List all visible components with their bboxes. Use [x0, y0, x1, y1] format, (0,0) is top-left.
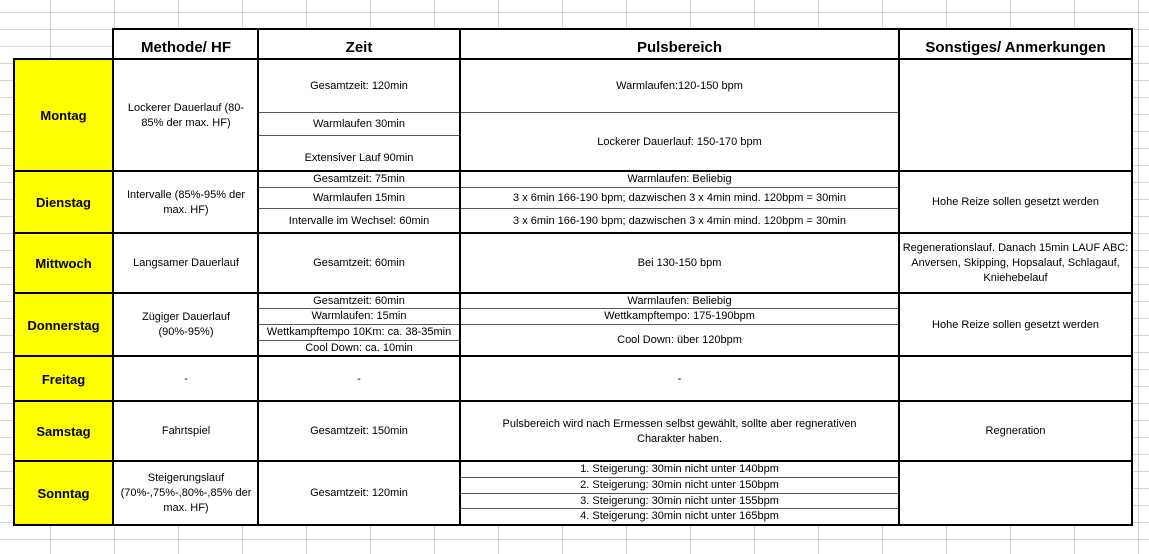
- dienstag-zeit-1: Gesamtzeit: 75min: [258, 172, 460, 188]
- border-after-freitag: [13, 400, 1133, 402]
- day-montag: Montag: [14, 60, 113, 171]
- day-sonntag: Sonntag: [14, 462, 113, 524]
- header-pulsbereich: Pulsbereich: [460, 30, 899, 59]
- border-after-dienstag: [13, 232, 1133, 234]
- border-top-header: [112, 28, 1133, 30]
- sonntag-methode: Steigerungslauf (70%-,75%-,80%-,85% der max. HF): [114, 462, 258, 524]
- donnerstag-puls-3: Cool Down: über 120bpm: [460, 325, 899, 356]
- mittwoch-sonstiges: Regenerationslauf. Danach 15min LAUF ABC: Anversen, Skipping, Hopsalauf, Schlagauf, Kniehebelauf: [899, 234, 1132, 293]
- border-zeit-puls: [459, 28, 461, 526]
- sonntag-puls-1: 1. Steigerung: 30min nicht unter 140bpm: [460, 462, 899, 478]
- montag-zeit-3: Extensiver Lauf 90min: [258, 136, 460, 171]
- montag-puls-1: Warmlaufen:120-150 bpm: [460, 60, 899, 113]
- border-puls-sonstiges: [898, 28, 900, 526]
- donnerstag-zeit-1: Gesamtzeit: 60min: [258, 294, 460, 309]
- sonntag-sonstiges: [899, 462, 1132, 524]
- mittwoch-zeit: Gesamtzeit: 60min: [258, 234, 460, 293]
- border-after-montag: [13, 170, 1133, 172]
- dienstag-methode: Intervalle (85%-95% der max. HF): [114, 172, 258, 233]
- freitag-puls: -: [460, 357, 899, 401]
- donnerstag-puls-2: Wettkampftempo: 175-190bpm: [460, 309, 899, 325]
- sonntag-puls-3: 3. Steigerung: 30min nicht unter 155bpm: [460, 494, 899, 509]
- border-methode-zeit: [257, 28, 259, 526]
- dienstag-puls-2: 3 x 6min 166-190 bpm; dazwischen 3 x 4min mind. 120bpm = 30min: [460, 188, 899, 209]
- donnerstag-sonstiges: Hohe Reize sollen gesetzt werden: [899, 294, 1132, 356]
- dienstag-zeit-3: Intervalle im Wechsel: 60min: [258, 209, 460, 233]
- freitag-zeit: -: [258, 357, 460, 401]
- montag-puls-2: Lockerer Dauerlauf: 150-170 bpm: [460, 113, 899, 171]
- dienstag-puls-3: 3 x 6min 166-190 bpm; dazwischen 3 x 4min mind. 120bpm = 30min: [460, 209, 899, 233]
- day-donnerstag: Donnerstag: [14, 294, 113, 356]
- samstag-puls: Pulsbereich wird nach Ermessen selbst gewählt, sollte aber regnerativen Charakter haben.: [460, 402, 899, 461]
- sonntag-puls-2: 2. Steigerung: 30min nicht unter 150bpm: [460, 478, 899, 494]
- border-right: [1131, 28, 1133, 526]
- montag-methode: Lockerer Dauerlauf (80-85% der max. HF): [114, 60, 258, 171]
- border-bottom: [13, 524, 1133, 526]
- border-after-donnerstag: [13, 355, 1133, 357]
- donnerstag-methode: Zügiger Dauerlauf (90%-95%): [114, 294, 258, 356]
- samstag-zeit: Gesamtzeit: 150min: [258, 402, 460, 461]
- border-after-samstag: [13, 460, 1133, 462]
- sonntag-puls-4: 4. Steigerung: 30min nicht unter 165bpm: [460, 509, 899, 524]
- dienstag-puls-1: Warmlaufen: Beliebig: [460, 172, 899, 188]
- donnerstag-zeit-3: Wettkampftempo 10Km: ca. 38-35min: [258, 325, 460, 341]
- day-mittwoch: Mittwoch: [14, 234, 113, 293]
- day-samstag: Samstag: [14, 402, 113, 461]
- day-freitag: Freitag: [14, 357, 113, 401]
- montag-sonstiges: [899, 60, 1132, 171]
- montag-zeit-1: Gesamtzeit: 120min: [258, 60, 460, 113]
- border-days-methode: [112, 28, 114, 526]
- dienstag-sonstiges: Hohe Reize sollen gesetzt werden: [899, 172, 1132, 233]
- header-zeit: Zeit: [258, 30, 460, 59]
- dienstag-zeit-2: Warmlaufen 15min: [258, 188, 460, 209]
- mittwoch-methode: Langsamer Dauerlauf: [114, 234, 258, 293]
- border-header-bottom: [13, 58, 1133, 60]
- border-after-mittwoch: [13, 292, 1133, 294]
- samstag-sonstiges: Regneration: [899, 402, 1132, 461]
- mittwoch-puls: Bei 130-150 bpm: [460, 234, 899, 293]
- samstag-methode: Fahrtspiel: [114, 402, 258, 461]
- freitag-sonstiges: [899, 357, 1132, 401]
- header-sonstiges: Sonstiges/ Anmerkungen: [899, 30, 1132, 59]
- day-dienstag: Dienstag: [14, 172, 113, 233]
- donnerstag-zeit-2: Warmlaufen: 15min: [258, 309, 460, 325]
- freitag-methode: -: [114, 357, 258, 401]
- montag-zeit-2: Warmlaufen 30min: [258, 113, 460, 136]
- donnerstag-puls-1: Warmlaufen: Beliebig: [460, 294, 899, 309]
- donnerstag-zeit-4: Cool Down: ca. 10min: [258, 341, 460, 356]
- header-methode: Methode/ HF: [114, 30, 258, 59]
- sonntag-zeit: Gesamtzeit: 120min: [258, 462, 460, 524]
